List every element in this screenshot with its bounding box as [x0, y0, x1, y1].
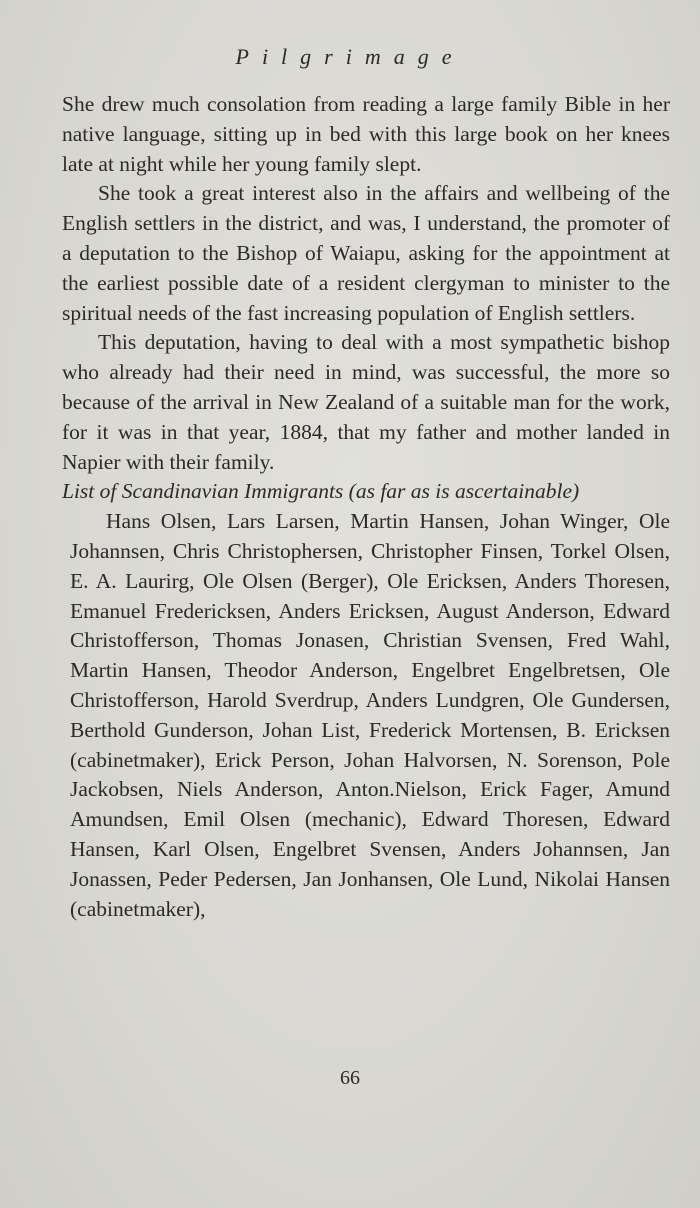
list-heading: List of Scandinavian Immigrants (as far as is ascertainable)	[62, 479, 580, 504]
page-body	[62, 90, 670, 924]
paragraph: This deputation, having to deal with a most sympathetic bishop who already had their need in mind, was successful, the more so because of the arrival in New Zealand of a suitable man for the work, for it was in that year, 1884, that my father and mother landed in Napier with their family.	[62, 330, 670, 474]
page-number: 66	[340, 1067, 360, 1089]
immigrant-list: Hans Olsen, Lars Larsen, Martin Hansen, Johan Winger, Ole Johannsen, Chris Christophersen, Christopher Finsen, Torkel Olsen, E. A. Laurirg, Ole Olsen (Berger), Ole Ericksen, Anders Thoresen, Emanuel Fredericksen, Anders Ericksen, August Anderson, Edward Christofferson, Thomas Jonasen, Christian Svensen, Fred Wahl, Martin Hansen, Theodor Anderson, Engelbret Engelbretsen, Ole Christofferson, Harold Sverdrup, Anders Lundgren, Ole Gundersen, Berthold Gunderson, Johan List, Frederick Mortensen, B. Ericksen (cabinetmaker), Erick Person, Johan Halvorsen, N. Sorenson, Pole Jackobsen, Niels Anderson, Anton.Nielson, Erick Fager, Amund Amundsen, Emil Olsen (mechanic), Edward Thoresen, Edward Hansen, Karl Olsen, Engelbret Svensen, Anders Johannsen, Jan Jonassen, Peder Pedersen, Jan Jonhansen, Ole Lund, Nikolai Hansen (cabinetmaker),	[70, 509, 670, 921]
paragraph: She took a great interest also in the affairs and wellbeing of the English settlers in the district, and was, I understand, the promoter of a deputation to the Bishop of Waiapu, asking for the appointment at the earliest possible date of a resident clergyman to minister to the spiritual needs of the fast increasing population of English settlers.	[62, 181, 670, 325]
running-head: Pilgrimage	[235, 44, 465, 69]
paragraph: She drew much consolation from reading a large family Bible in her native language, sitting up in bed with this large book on her knees late at night while her young family slept.	[62, 92, 670, 176]
